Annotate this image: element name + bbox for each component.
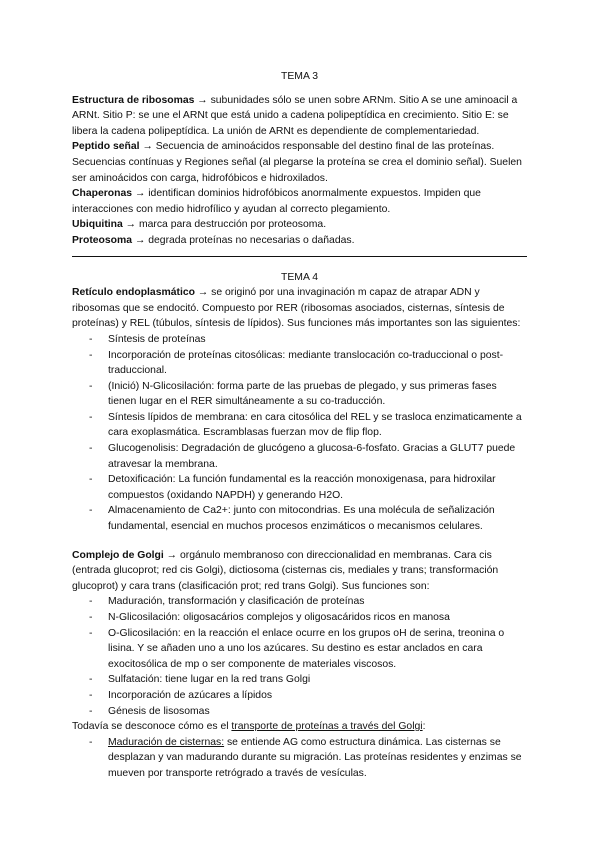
golgi-text: → orgánulo membranoso con direccionalidad en membranas. Cara cis (entrada glucoprot; red cis Golgi), dictiosoma (cisternas cis, mediales y trans; transformación glucoprot) y cara trans (clasificación prot; red trans Golgi). Sus funciones son: [72,549,499,592]
list-item: - Maduración, transformación y clasificación de proteínas [72,594,527,610]
list-item: - Génesis de lisosomas [72,704,527,720]
ubiquitina-paragraph [72,217,527,233]
ribosomas-paragraph [72,93,527,140]
document-content [72,69,527,782]
reticulo-text: → se originó por una invaginación m capaz de atrapar ADN y ribosomas que se endocitó. Compuesto por RER (ribosomas asociados, cisternas, síntesis de proteínas) y REL (túbulos, síntesis de lípidos). Sus funciones más importantes son las siguientes: [72,287,521,330]
tema4-title: TEMA 4 [281,271,318,283]
transporte-underlined: transporte de proteínas a través del Golgi [231,721,423,733]
ubiquitina-term: Ubiquitina [72,219,123,231]
transporte-paragraph [72,719,527,735]
ribosomas-term: Estructura de ribosomas [72,94,195,106]
reticulo-paragraph [72,285,527,332]
list-item: - Sulfatación: tiene lugar en la red trans Golgi [72,672,527,688]
list-item: - Síntesis lípidos de membrana: en cara citosólica del REL y se trasloca enzimaticamente a cara exoplasmática. Escramblasas fuerzan mov de flip flop. [72,410,527,441]
list-item: - Glucogenolisis: Degradación de glucógeno a glucosa-6-fosfato. Gracias a GLUT7 puede atravesar la membrana. [72,441,527,472]
proteosoma-paragraph [72,233,527,249]
peptido-term: Peptido señal [72,141,140,153]
golgi-functions-list [72,594,527,719]
peptido-paragraph [72,139,527,186]
list-item: - O-Glicosilación: en la reacción el enlace ocurre en los grupos oH de serina, treonina o lisina. Y se añaden uno a uno los azúcares. Su destino es estar anclados en cara exocitosólica de mp o ser componente de materiales viscosos. [72,626,527,673]
transporte-list [72,735,527,782]
tema3-title: TEMA 3 [281,71,318,82]
maduracion-term: Maduración de cisternas: [108,736,225,748]
list-item [72,735,527,782]
peptido-text: → Secuencia de aminoácidos responsable del destino final de las proteínas. Secuencias contínuas y Regiones señal (al plegarse la proteína se crea el dominio señal). Suelen ser aminoácidos con carga, hidrofóbicos e hidroxilados. [72,141,522,184]
chaperonas-term: Chaperonas [72,188,133,200]
ubiquitina-text: → marca para destrucción por proteosoma. [122,219,327,231]
list-item: - Incorporación de azúcares a lípidos [72,688,527,704]
list-item: - (Inició) N-Glicosilación: forma parte de las pruebas de plegado, y sus primeras fases tienen lugar en el RER simultáneamente a su co-traducción. [72,379,527,410]
list-item: - Almacenamiento de Ca2+: junto con mitocondrias. Es una molécula de señalización fundamental, esencial en muchos procesos enzimáticos o mecanismos celulares. [72,503,527,534]
reticulo-functions-list [72,332,527,535]
transporte-prefix: Todavía se desconoce cómo es el [72,721,232,733]
transporte-suffix: : [422,721,426,733]
golgi-paragraph [72,548,527,595]
maduracion-text: se entiende AG como estructura dinámica. Las cisternas se desplazan y van madurando durante su migración. Las proteínas residentes y enzimas se mueven por transporte retrógrado a través de vesículas. [108,736,522,779]
proteosoma-term: Proteosoma [72,234,133,246]
list-item: - Síntesis de proteínas [72,332,527,348]
list-item: - Detoxificación: La función fundamental es la reacción monoxigenasa, para hidroxilar compuestos (oxidando NAPDH) y generando H2O. [72,472,527,503]
chaperonas-paragraph [72,186,527,217]
list-item: - Incorporación de proteínas citosólicas: mediante translocación co-traduccional o post-traduccional. [72,348,527,379]
list-item: - N-Glicosilación: oligosacários complejos y oligosacáridos ricos en manosa [72,610,527,626]
proteosoma-text: → degrada proteínas no necesarias o dañadas. [132,234,355,246]
chaperonas-text: → identifican dominios hidrofóbicos anormalmente expuestos. Impiden que interacciones con medio hidrofílico y ayudan al correcto plegamiento. [72,188,481,215]
golgi-term: Complejo de Golgi [72,549,164,561]
reticulo-term: Retículo endoplasmático [72,287,195,299]
ribosomas-text: → subunidades sólo se unen sobre ARNm. Sitio A se une aminoacil a ARNt. Sitio P: se une el ARNt que está unido a cadena polipeptídica en crecimiento. Sitio E: se libera la cadena polipeptídica. La unión de ARNt es dependiente de complementariedad. [72,94,518,137]
